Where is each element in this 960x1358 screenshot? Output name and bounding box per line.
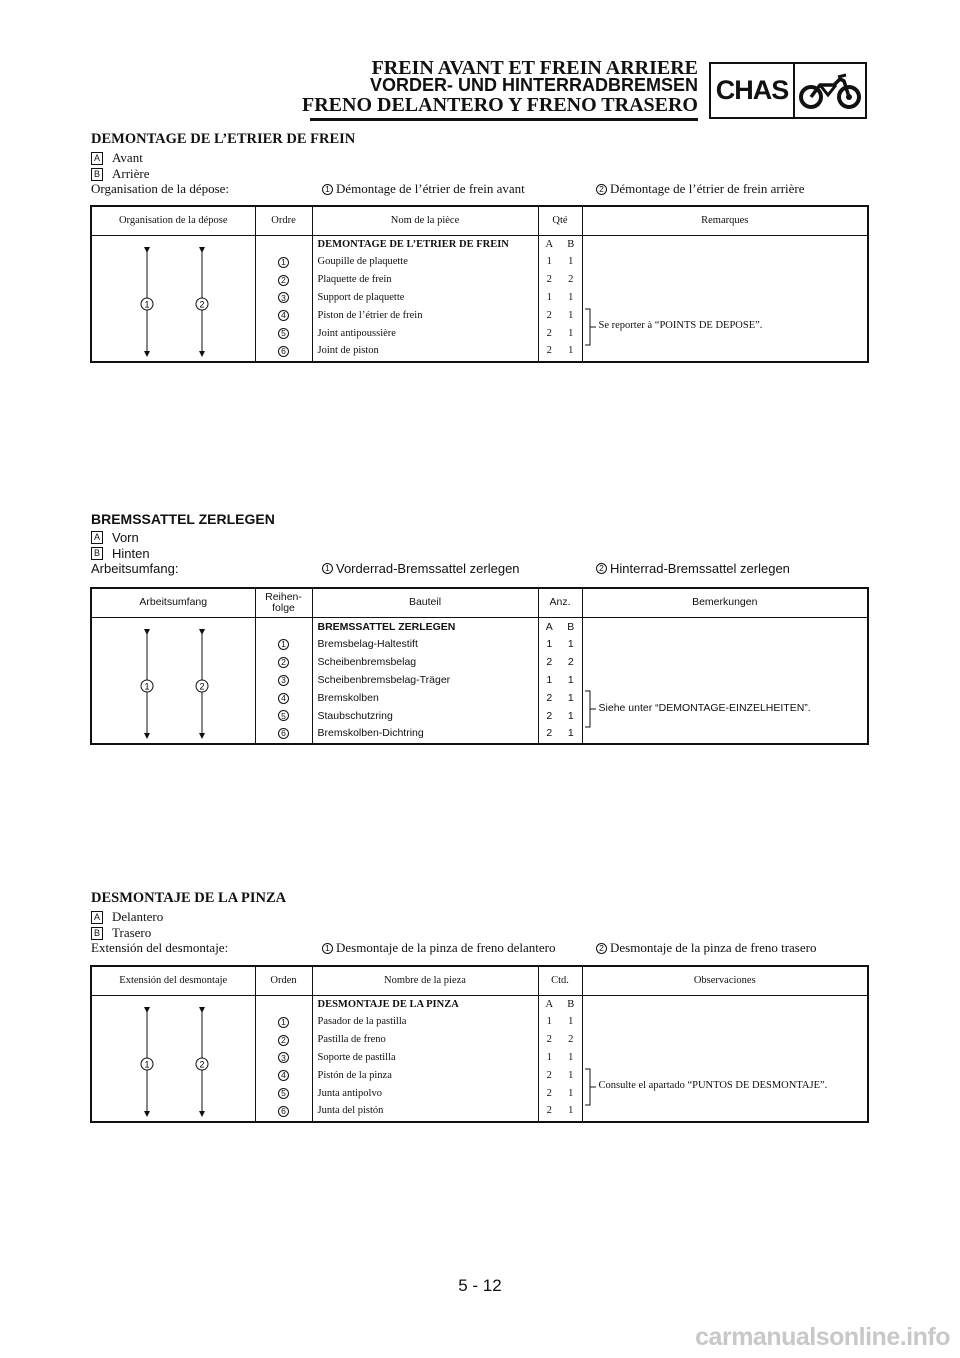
- flow-mark-1: 1: [144, 681, 150, 692]
- order-number: 3: [278, 1052, 289, 1063]
- order-number: 2: [278, 657, 289, 668]
- org-item-1: 1 Desmontaje de la pinza de freno delantero: [322, 940, 555, 956]
- legend-mark-b: B: [91, 927, 103, 940]
- legend-mark-a: A: [91, 152, 103, 165]
- qty-b: 1: [568, 292, 574, 304]
- col-header: Reihen- folge: [255, 588, 312, 618]
- order-cell: [255, 1085, 312, 1103]
- order-number: 6: [278, 1106, 289, 1117]
- qty-b: 2: [567, 656, 574, 669]
- table-row: [91, 236, 868, 254]
- legend-mark-a: A: [91, 911, 103, 924]
- org-item-2: 2 Démontage de l’étrier de frein arrière: [596, 181, 805, 197]
- order-cell: [255, 654, 312, 672]
- qty-a: A: [538, 618, 560, 636]
- remarks-cell: [582, 996, 868, 1122]
- col-header: Orden: [255, 966, 312, 996]
- qty-b: 1: [568, 1069, 574, 1081]
- part-name: Plaquette de frein: [312, 272, 538, 290]
- qty-a: 2: [538, 725, 560, 744]
- motorcycle-icon: [795, 64, 865, 117]
- order-number: 1: [278, 257, 289, 268]
- qty-a: 2: [538, 272, 560, 290]
- part-name: Bremskolben-Dichtring: [312, 725, 538, 744]
- legend-mark-b: B: [91, 168, 103, 181]
- qty-a: 1: [538, 671, 560, 689]
- order-cell: [255, 1067, 312, 1085]
- watermark: carmanualsonline.info: [695, 1323, 950, 1351]
- legend-front: A Vorn: [91, 530, 139, 545]
- qty-b: 1: [567, 691, 574, 704]
- org-item-1: 1 Vorderrad-Bremssattel zerlegen: [322, 561, 520, 576]
- part-name: Piston de l’étrier de frein: [312, 307, 538, 325]
- section-title: DESMONTAJE DE LA PINZA: [91, 890, 287, 906]
- part-name: BREMSSATTEL ZERLEGEN: [312, 618, 538, 636]
- order-cell: [255, 1014, 312, 1032]
- order-cell: [255, 1032, 312, 1050]
- part-name: Pastilla de freno: [312, 1032, 538, 1050]
- order-number: 4: [278, 310, 289, 321]
- col-header: Remarques: [582, 206, 868, 236]
- order-number: 2: [278, 275, 289, 286]
- qty-b: 1: [568, 256, 574, 268]
- flow-arrows: [92, 618, 256, 744]
- order-cell: [255, 707, 312, 725]
- org-item-2: 2 Desmontaje de la pinza de freno trasero: [596, 940, 816, 956]
- order-number: 5: [278, 710, 289, 721]
- col-header: Bemerkungen: [582, 588, 868, 618]
- part-name: Junta del pistón: [312, 1103, 538, 1122]
- col-header: Arbeitsumfang: [91, 588, 255, 618]
- part-name: DESMONTAJE DE LA PINZA: [312, 996, 538, 1014]
- qty-b: 1: [568, 309, 574, 321]
- org-item-1: 1 Démontage de l’étrier de frein avant: [322, 181, 525, 197]
- qty-a: 2: [538, 325, 560, 343]
- chas-badge: [709, 62, 867, 119]
- col-header: Qté: [538, 206, 582, 236]
- col-header: Observaciones: [582, 966, 868, 996]
- flow-arrows-cell: [91, 996, 255, 1122]
- legend-front: A Delantero: [91, 909, 163, 925]
- col-header: Organisation de la dépose: [91, 206, 255, 236]
- qty-b: 1: [567, 709, 574, 722]
- chas-label: CHAS: [711, 64, 795, 117]
- remarks-cell: [582, 236, 868, 362]
- qty-a: 2: [538, 689, 560, 707]
- org-label: Organisation de la dépose:: [91, 181, 230, 196]
- qty-a: 2: [538, 1085, 560, 1103]
- disassembly-table-de: [90, 587, 869, 745]
- order-cell: [255, 1049, 312, 1067]
- part-name: Support de plaquette: [312, 289, 538, 307]
- order-number: 4: [278, 1070, 289, 1081]
- order-cell: [255, 671, 312, 689]
- part-name: Soporte de pastilla: [312, 1049, 538, 1067]
- flow-mark-1: 1: [144, 1059, 150, 1070]
- order-number: 6: [278, 728, 289, 739]
- flow-mark-2: 2: [199, 1059, 205, 1070]
- order-number: 3: [278, 292, 289, 303]
- section-title: BREMSSATTEL ZERLEGEN: [91, 511, 275, 527]
- qty-a: A: [538, 236, 560, 254]
- part-name: Joint de piston: [312, 343, 538, 362]
- qty-b: 2: [568, 1034, 574, 1046]
- col-header: Anz.: [538, 588, 582, 618]
- legend-mark-a: A: [91, 531, 103, 544]
- table-row: [91, 996, 868, 1014]
- order-cell: [255, 636, 312, 654]
- header-title-es: FRENO DELANTERO Y FRENO TRASERO: [302, 94, 698, 116]
- qty-a: 2: [538, 343, 560, 362]
- part-name: Bremskolben: [312, 689, 538, 707]
- order-cell: [255, 618, 312, 636]
- qty-b: 1: [568, 327, 574, 339]
- flow-mark-2: 2: [199, 299, 205, 310]
- part-name: Scheibenbremsbelag-Träger: [312, 671, 538, 689]
- qty-b: 2: [568, 274, 574, 286]
- remarks-cell: [582, 618, 868, 744]
- part-name: Pistón de la pinza: [312, 1067, 538, 1085]
- col-header: Ctd.: [538, 966, 582, 996]
- qty-a: A: [538, 996, 560, 1014]
- order-number: 5: [278, 1088, 289, 1099]
- qty-a: 1: [538, 1049, 560, 1067]
- remark-text: Se reporter à “POINTS DE DEPOSE”.: [598, 320, 763, 331]
- order-number: 3: [278, 675, 289, 686]
- flow-mark-2: 2: [199, 681, 205, 692]
- col-header: Ordre: [255, 206, 312, 236]
- page-number: 5 - 12: [458, 1276, 502, 1295]
- org-label: Arbeitsumfang:: [91, 561, 179, 576]
- qty-b: 1: [568, 1087, 574, 1099]
- part-name: Bremsbelag-Haltestift: [312, 636, 538, 654]
- disassembly-table-es: [90, 965, 869, 1123]
- qty-a: 1: [538, 1014, 560, 1032]
- order-number: 1: [278, 639, 289, 650]
- col-header: Bauteil: [312, 588, 538, 618]
- qty-b: 1: [568, 345, 574, 357]
- order-cell: [255, 254, 312, 272]
- part-name: DEMONTAGE DE L’ETRIER DE FREIN: [312, 236, 538, 254]
- org-item-2: 2 Hinterrad-Bremssattel zerlegen: [596, 561, 790, 576]
- order-cell: [255, 725, 312, 744]
- remark-text: Consulte el apartado “PUNTOS DE DESMONTAJE”.: [598, 1080, 828, 1091]
- legend-rear: B Trasero: [91, 925, 151, 941]
- order-number: 1: [278, 1017, 289, 1028]
- remark-bracket: [583, 996, 599, 1122]
- part-name: Staubschutzring: [312, 707, 538, 725]
- table-row: [91, 618, 868, 636]
- section-title: DEMONTAGE DE L’ETRIER DE FREIN: [91, 131, 356, 147]
- flow-mark-1: 1: [144, 299, 150, 310]
- header-title-de: VORDER- UND HINTERRADBREMSEN: [369, 75, 698, 95]
- order-cell: [255, 1103, 312, 1122]
- qty-a: 2: [538, 1103, 560, 1122]
- qty-b: 1: [567, 674, 574, 687]
- flow-arrows-cell: [91, 618, 255, 744]
- remark-bracket: [583, 236, 599, 362]
- qty-a: 2: [538, 654, 560, 672]
- legend-mark-b: B: [91, 547, 103, 560]
- legend-front: A Avant: [91, 150, 143, 166]
- qty-b: 1: [567, 638, 574, 651]
- qty-a: 1: [538, 636, 560, 654]
- order-number: 6: [278, 346, 289, 357]
- order-cell: [255, 325, 312, 343]
- order-cell: [255, 289, 312, 307]
- part-name: Junta antipolvo: [312, 1085, 538, 1103]
- order-cell: [255, 307, 312, 325]
- header-title-fr: FREIN AVANT ET FREIN ARRIERE: [371, 57, 698, 79]
- part-name: Joint antipoussière: [312, 325, 538, 343]
- order-cell: [255, 236, 312, 254]
- qty-b: B: [567, 998, 575, 1010]
- qty-a: 2: [538, 1032, 560, 1050]
- qty-b: B: [567, 620, 575, 633]
- order-number: 2: [278, 1035, 289, 1046]
- qty-a: 2: [538, 707, 560, 725]
- legend-rear: B Arrière: [91, 166, 150, 182]
- qty-b: 1: [568, 1016, 574, 1028]
- order-number: 4: [278, 693, 289, 704]
- qty-a: 2: [538, 307, 560, 325]
- qty-b: B: [567, 238, 575, 250]
- qty-a: 2: [538, 1067, 560, 1085]
- part-name: Scheibenbremsbelag: [312, 654, 538, 672]
- qty-b: 1: [568, 1105, 574, 1117]
- order-cell: [255, 272, 312, 290]
- remark-bracket: [583, 618, 599, 744]
- qty-a: 1: [538, 254, 560, 272]
- col-header: Extensión del desmontaje: [91, 966, 255, 996]
- disassembly-table-fr: [90, 205, 869, 363]
- qty-a: 1: [538, 289, 560, 307]
- flow-arrows: [92, 996, 256, 1122]
- qty-b: 1: [568, 1052, 574, 1064]
- order-cell: [255, 343, 312, 362]
- flow-arrows: [92, 236, 256, 362]
- org-label: Extensión del desmontaje:: [91, 940, 229, 955]
- order-number: 5: [278, 328, 289, 339]
- col-header: Nom de la pièce: [312, 206, 538, 236]
- remark-text: Siehe unter “DEMONTAGE-EINZELHEITEN”.: [598, 702, 811, 714]
- legend-rear: B Hinten: [91, 546, 150, 561]
- order-cell: [255, 996, 312, 1014]
- qty-b: 1: [567, 727, 574, 740]
- flow-arrows-cell: [91, 236, 255, 362]
- part-name: Goupille de plaquette: [312, 254, 538, 272]
- header-rule: [310, 118, 698, 121]
- col-header: Nombre de la pieza: [312, 966, 538, 996]
- part-name: Pasador de la pastilla: [312, 1014, 538, 1032]
- order-cell: [255, 689, 312, 707]
